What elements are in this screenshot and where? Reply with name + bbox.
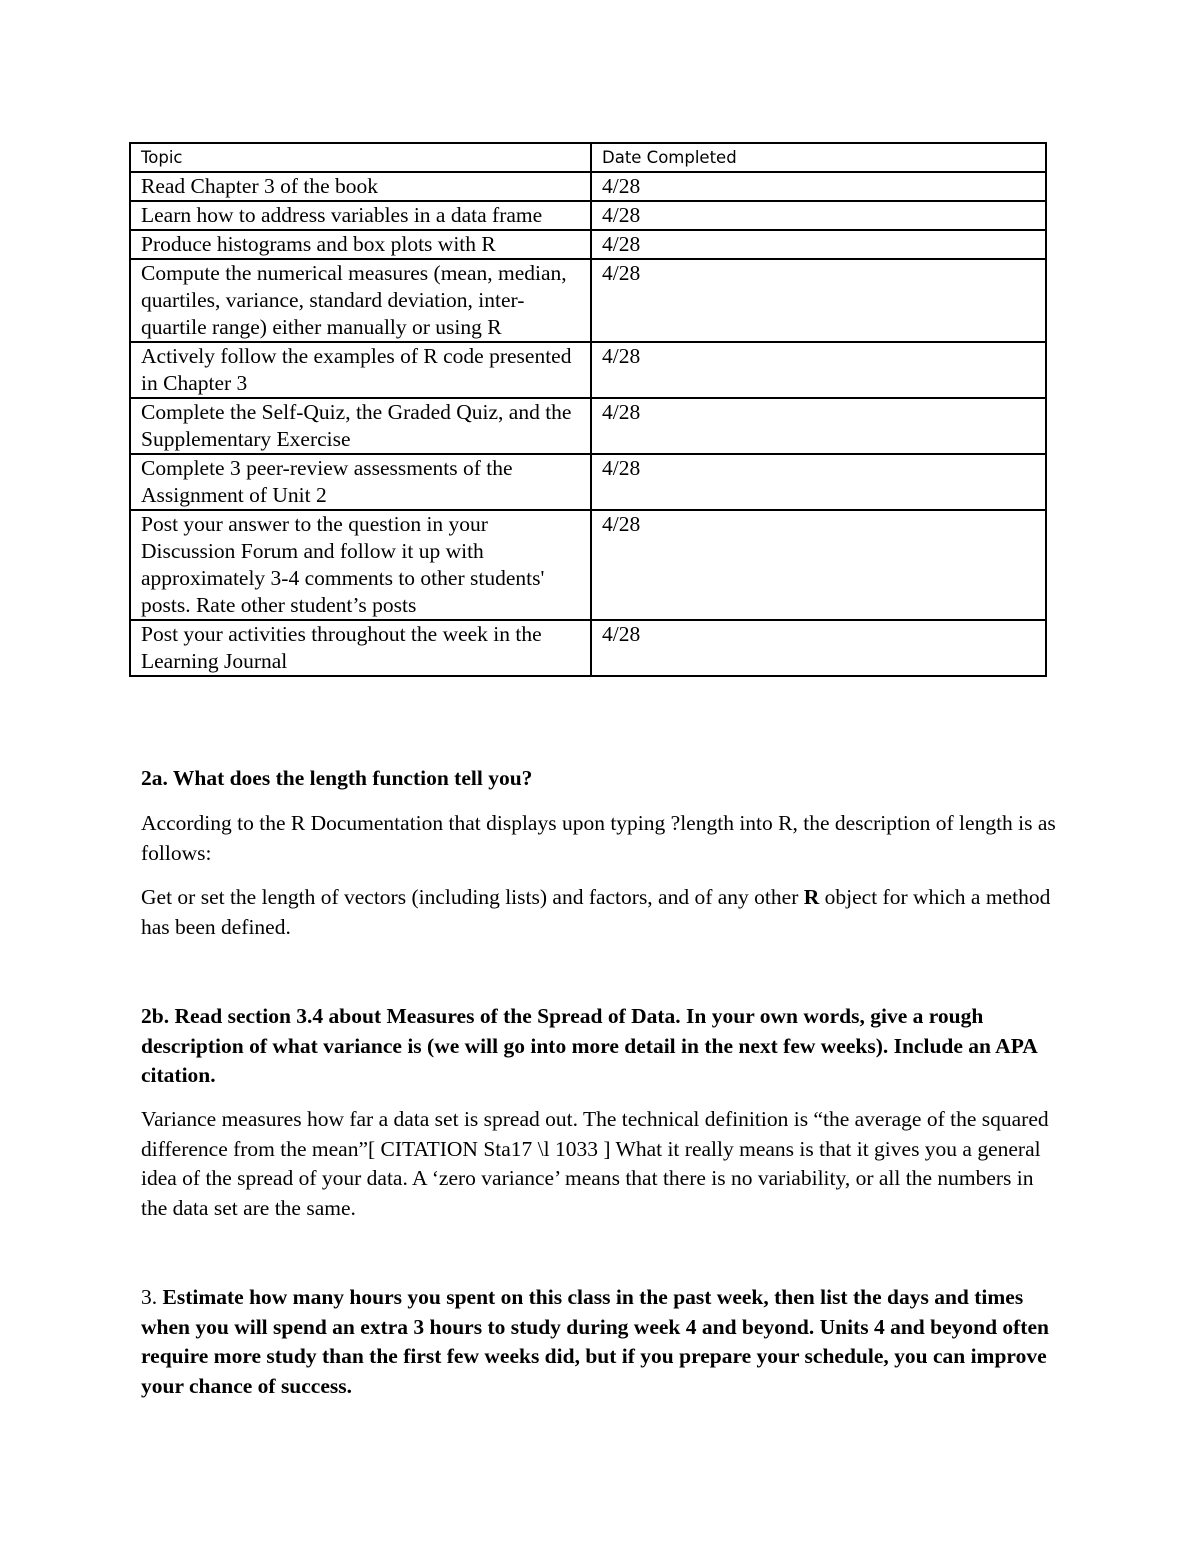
row-topic: Complete the Self-Quiz, the Graded Quiz, and the Supplementary Exercise [130, 398, 591, 454]
table-row [130, 201, 1046, 230]
table-header-row [130, 143, 1046, 172]
table-row [130, 398, 1046, 454]
question-2a-heading: 2a. What does the length function tell you? [141, 766, 533, 790]
table-row [130, 454, 1046, 510]
table-row [130, 510, 1046, 620]
row-date: 4/28 [591, 398, 1046, 454]
row-date: 4/28 [591, 230, 1046, 259]
table-row [130, 620, 1046, 676]
quote-text-before: Get or set the length of vectors (including lists) and factors, and of any other [141, 885, 804, 909]
row-date: 4/28 [591, 342, 1046, 398]
row-topic: Read Chapter 3 of the book [130, 172, 591, 201]
question-2a-quote [141, 883, 1061, 942]
table-row [130, 172, 1046, 201]
header-topic: Topic [130, 143, 591, 172]
row-date: 4/28 [591, 172, 1046, 201]
row-date: 4/28 [591, 510, 1046, 620]
question-3-heading: Estimate how many hours you spent on this class in the past week, then list the days and times when you will spend an extra 3 hours to study during week 4 and beyond. Units 4 and beyond often require more study than the first few weeks did, but if you prepare your schedule, you can improve your chance of success. [141, 1285, 1049, 1398]
row-date: 4/28 [591, 201, 1046, 230]
row-topic: Post your answer to the question in your Discussion Forum and follow it up with approximately 3-4 comments to other students' posts. Rate other student’s posts [130, 510, 591, 620]
question-3-number: 3. [141, 1285, 163, 1309]
row-topic: Compute the numerical measures (mean, median, quartiles, variance, standard deviation, inter-quartile range) either manually or using R [130, 259, 591, 342]
header-date-completed: Date Completed [591, 143, 1046, 172]
quote-r-bold: R [803, 885, 820, 909]
question-2a-answer-intro: According to the R Documentation that displays upon typing ?length into R, the description of length is as follows: [141, 811, 1056, 865]
table-row [130, 230, 1046, 259]
question-2b-heading: 2b. Read section 3.4 about Measures of the Spread of Data. In your own words, give a rough description of what variance is (we will go into more detail in the next few weeks). Include an APA citation. [141, 1004, 1037, 1087]
question-2b-answer: Variance measures how far a data set is spread out. The technical definition is “the average of the squared difference from the mean”[ CITATION Sta17 \l 1033 ] What it really means is that it gives you a general idea of the spread of your data. A ‘zero variance’ means that there is no variability, or all the numbers in the data set are the same. [141, 1107, 1049, 1220]
row-date: 4/28 [591, 454, 1046, 510]
table-row [130, 342, 1046, 398]
row-topic: Complete 3 peer-review assessments of the Assignment of Unit 2 [130, 454, 591, 510]
row-topic: Post your activities throughout the week in the Learning Journal [130, 620, 591, 676]
topics-table [129, 142, 1047, 677]
row-topic: Produce histograms and box plots with R [130, 230, 591, 259]
quote-text-after: object for which a method has been defined. [141, 885, 1051, 939]
row-date: 4/28 [591, 620, 1046, 676]
row-topic: Actively follow the examples of R code presented in Chapter 3 [130, 342, 591, 398]
row-topic: Learn how to address variables in a data frame [130, 201, 591, 230]
table-row [130, 259, 1046, 342]
question-3 [141, 1283, 1061, 1401]
row-date: 4/28 [591, 259, 1046, 342]
